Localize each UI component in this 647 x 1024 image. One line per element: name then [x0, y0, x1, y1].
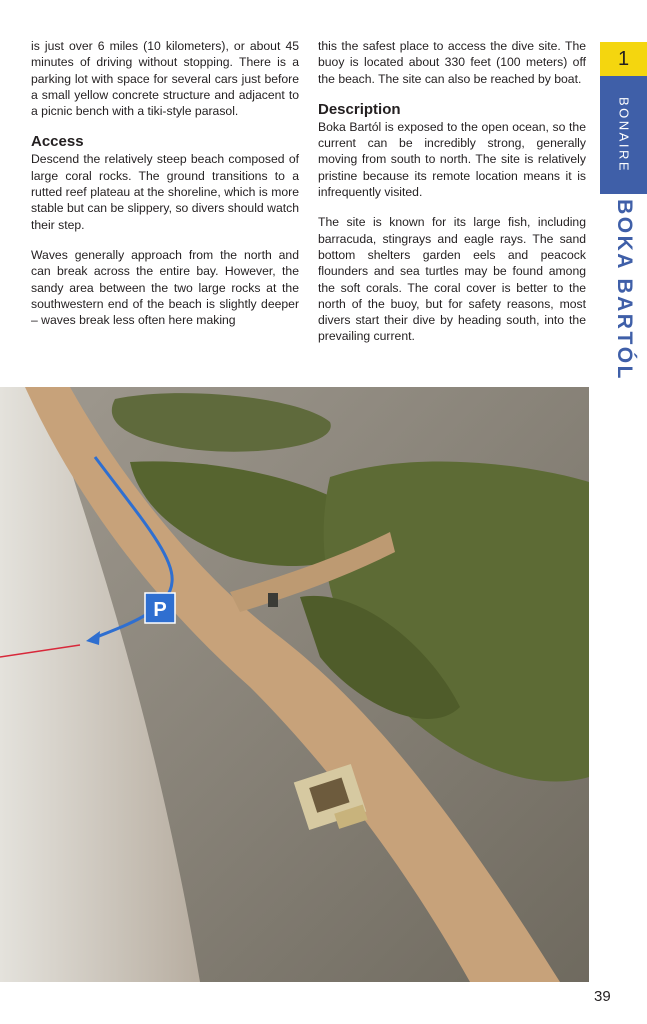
region-tab	[600, 76, 647, 194]
chapter-number-tab	[600, 42, 647, 76]
bin	[268, 593, 278, 607]
description-paragraph-2: The site is known for its large fish, including barracuda, stingrays and eagle rays. The sand bottom shelters garden eels and peacock flounders and sea turtles may be found among the soft corals. The coral cover is better to the north of the buoy, but for safety reasons, most divers start their dive by heading south, into the prevailing current.	[318, 215, 586, 344]
access-heading: Access	[31, 133, 84, 151]
chapter-number: 1	[617, 47, 630, 70]
parking-sign-label: P	[153, 599, 167, 621]
access-paragraph-1: Descend the relatively steep beach composed of large coral rocks. The ground transitions to a rutted reef plateau at the shoreline, which is more stable but can be slippery, so divers should watch their step.	[31, 152, 299, 232]
description-heading: Description	[318, 100, 401, 118]
intro-paragraph: is just over 6 miles (10 kilometers), or about 45 minutes of driving without stopping. There is a parking lot with space for several cars just before a small yellow concrete structure and adjacent to a picnic bench with a tiki-style parasol.	[31, 39, 299, 119]
aerial-photo	[0, 387, 589, 982]
page-number: 39	[594, 988, 611, 1005]
access-paragraph-2: Waves generally approach from the north and can break across the entire bay. However, the sandy area between the two large rocks at the southwestern end of the beach is slightly deeper – waves break less often here making	[31, 247, 299, 328]
right-column	[318, 38, 586, 359]
site-name-tab	[600, 200, 647, 380]
continuation-paragraph: this the safest place to access the dive site. The buoy is located about 330 feet (100 meters) off the beach. The site can also be reached by boat.	[318, 39, 586, 86]
site-name: BOKA BARTÓL	[612, 199, 636, 381]
description-paragraph-1: Boka Bartól is exposed to the open ocean, so the current can be incredibly strong, generally moving from south to north. The site is relatively pristine because its remote location means it is infrequently visited.	[318, 119, 586, 200]
left-column	[31, 38, 299, 342]
region-label: BONAIRE	[616, 96, 631, 174]
